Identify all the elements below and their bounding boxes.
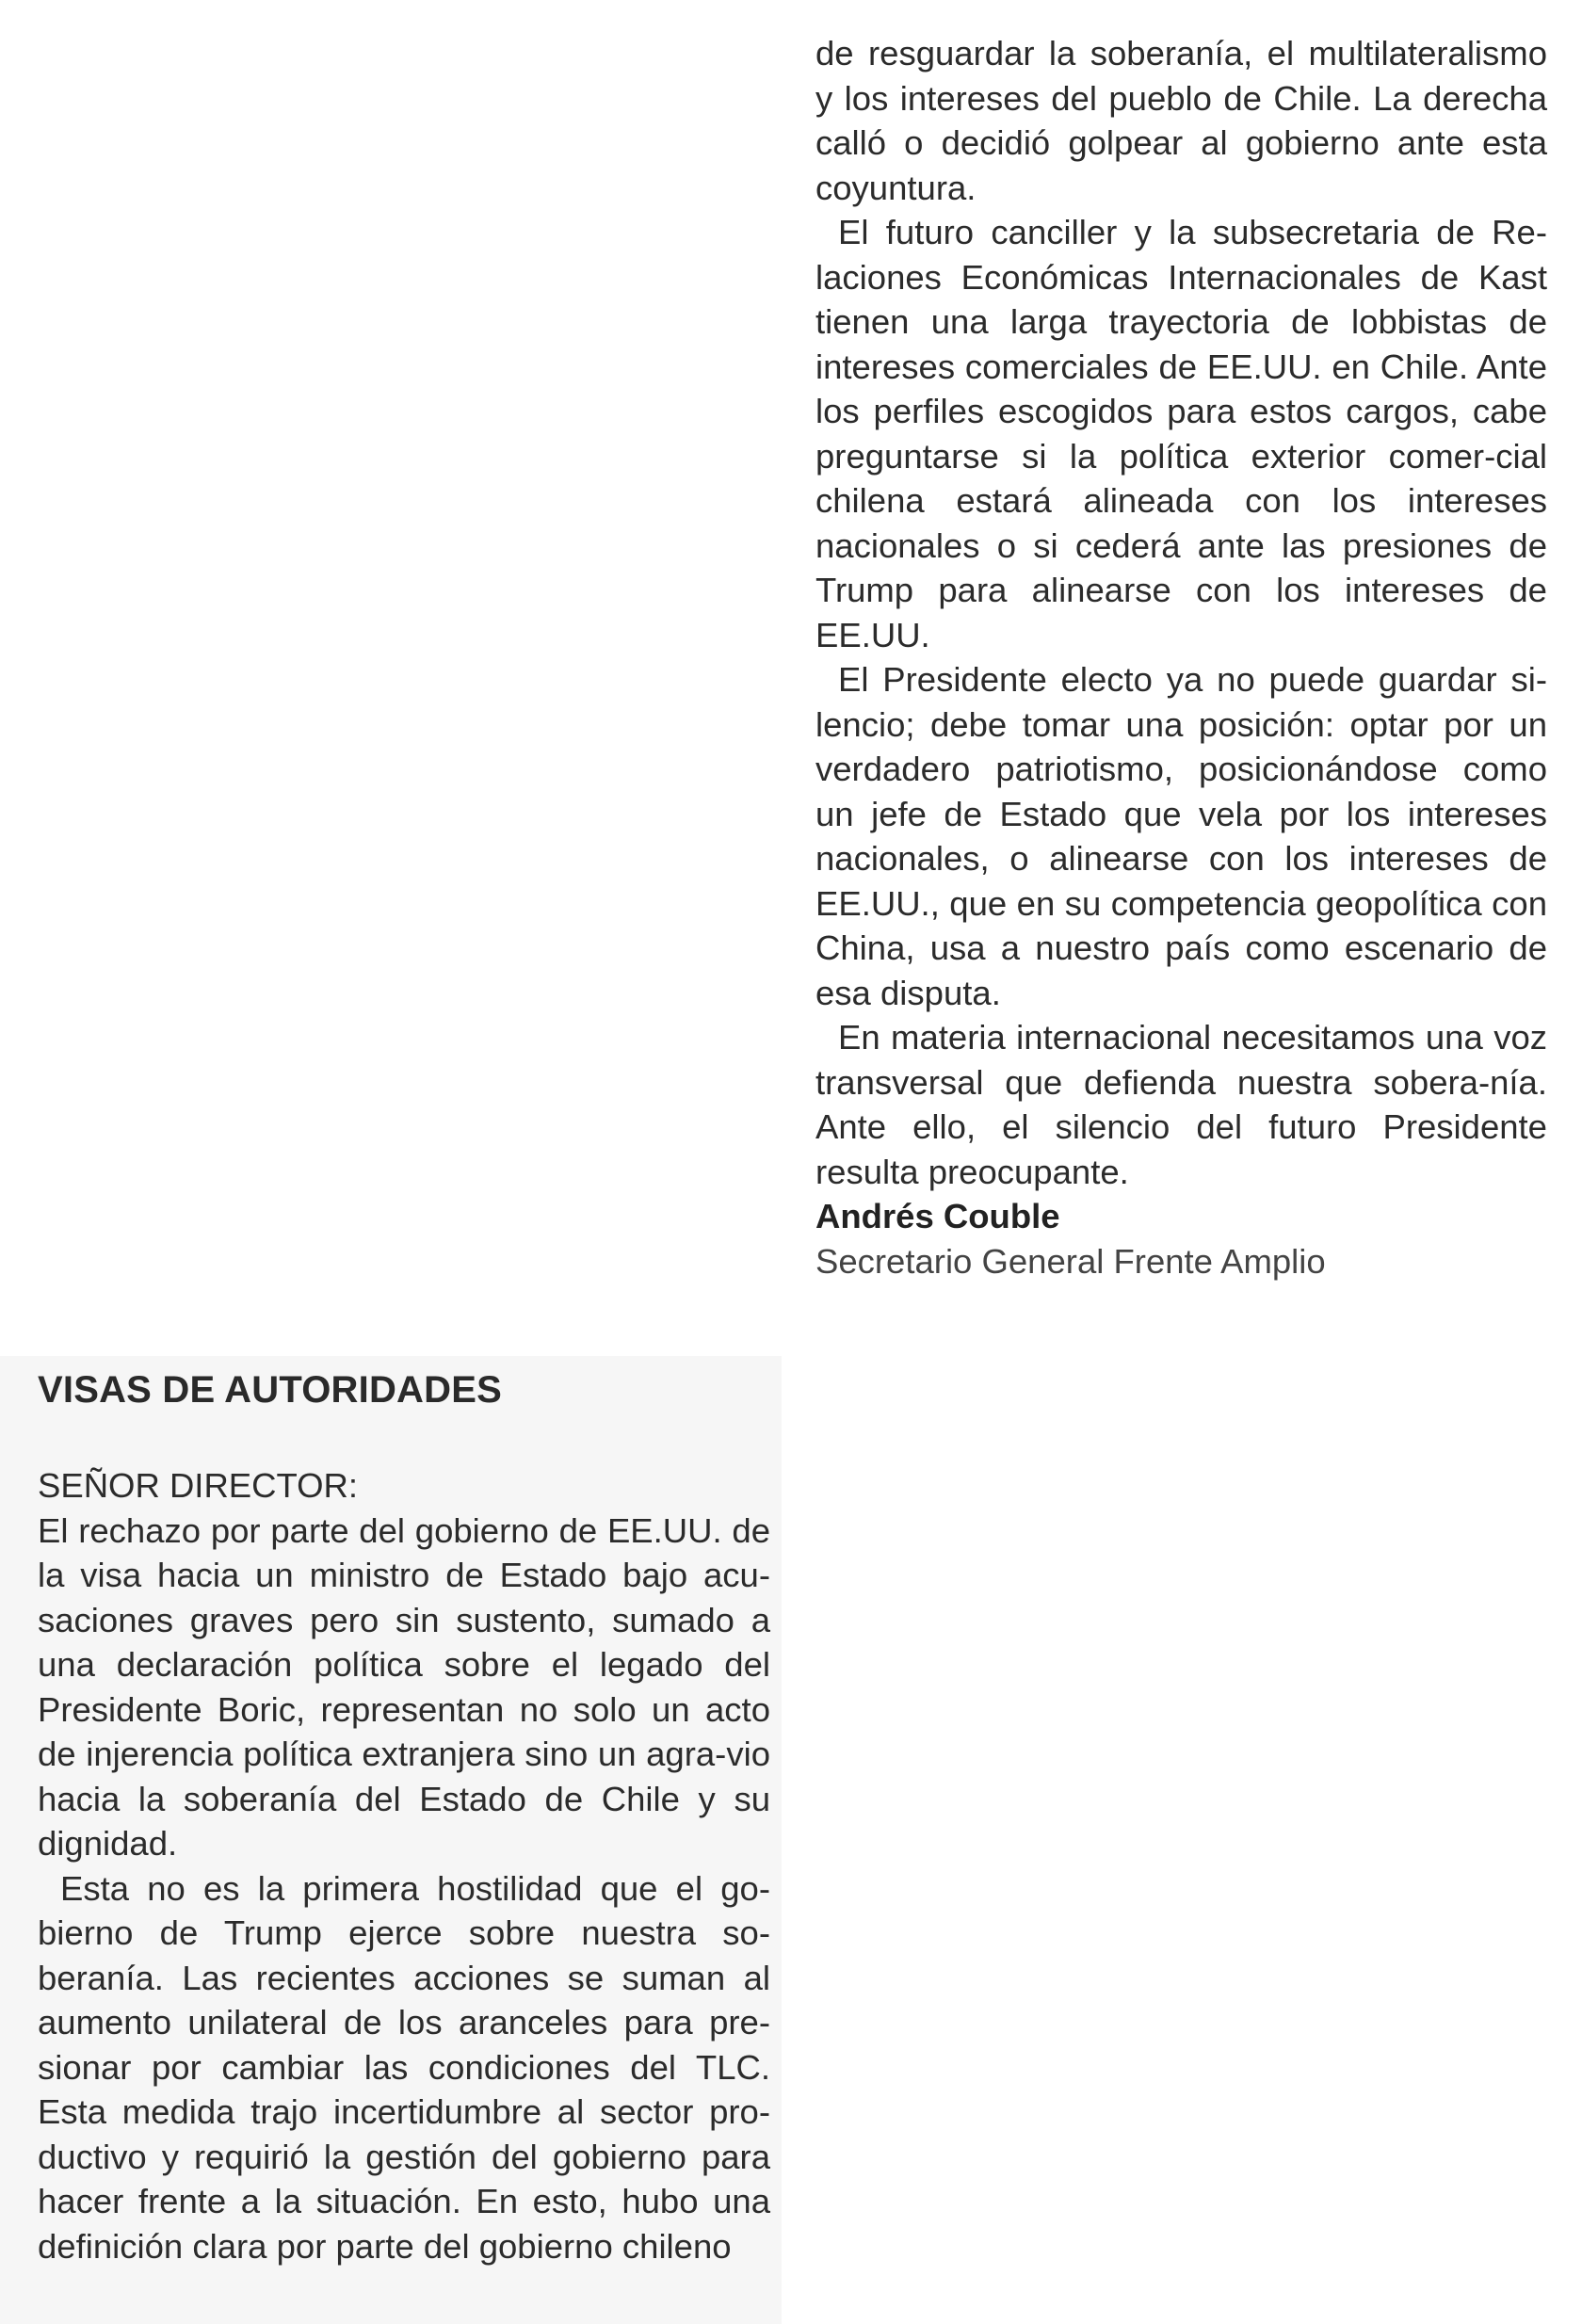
letter-paragraph: En materia internacional necesitamos una voz transversal que defienda nuestra sobera-nía. Ante ello, el silencio del futuro Presidente resulta preocupante. (815, 1018, 1547, 1191)
letter-salutation: SEÑOR DIRECTOR: (38, 1466, 359, 1505)
letter-paragraph: Esta no es la primera hostilidad que el go-bierno de Trump ejerce sobre nuestra so-beranía. Las recientes acciones se suman al aumento unilateral de los aranceles para pre-sionar por cambiar las condiciones del TLC. Esta medida trajo incertidumbre al sector pro-ductivo y requirió la gestión del gobierno para hacer frente a la situación. En esto, hubo una definición clara por parte del gobierno chileno (38, 1868, 770, 2266)
letter-paragraph: El rechazo por parte del gobierno de EE.UU. de la visa hacia un ministro de Estado bajo acu-saciones graves pero sin sustento, sumado a una declaración política sobre el legado del Presidente Boric, representan no solo un acto de injerencia política extranjera sino un agra-vio hacia la soberanía del Estado de Chile y su dignidad. (38, 1510, 770, 1863)
letter-paragraph: El futuro canciller y la subsecretaria de Re-laciones Económicas Internacionales de Kast tienen una larga trayectoria de lobbistas de intereses comerciales de EE.UU. en Chile. Ante los perfiles escogidos para estos cargos, cabe preguntarse si la política exterior comer-cial chilena estará alineada con los intereses nacionales o si cederá ante las presiones de Trump para alinearse con los intereses de EE.UU. (815, 213, 1547, 654)
signature-name: Andrés Couble (815, 1197, 1060, 1235)
letter-headline: VISAS DE AUTORIDADES (38, 1369, 502, 1411)
letter-paragraph: El Presidente electo ya no puede guardar si-lencio; debe tomar una posición: optar por un verdadero patriotismo, posicionándose como un jefe de Estado que vela por los intereses nacionales, o alinearse con los intereses de EE.UU., que en su competencia geopolítica con China, usa a nuestro país como escenario de esa disputa. (815, 660, 1547, 1012)
letter-visas (38, 1367, 770, 2268)
letter-paragraph: de resguardar la soberanía, el multilateralismo y los intereses del pueblo de Chile. La derecha calló o decidió golpear al gobierno ante esta coyuntura. (815, 34, 1547, 207)
letter-continuation (815, 31, 1547, 1283)
signature-role: Secretario General Frente Amplio (815, 1241, 1326, 1281)
